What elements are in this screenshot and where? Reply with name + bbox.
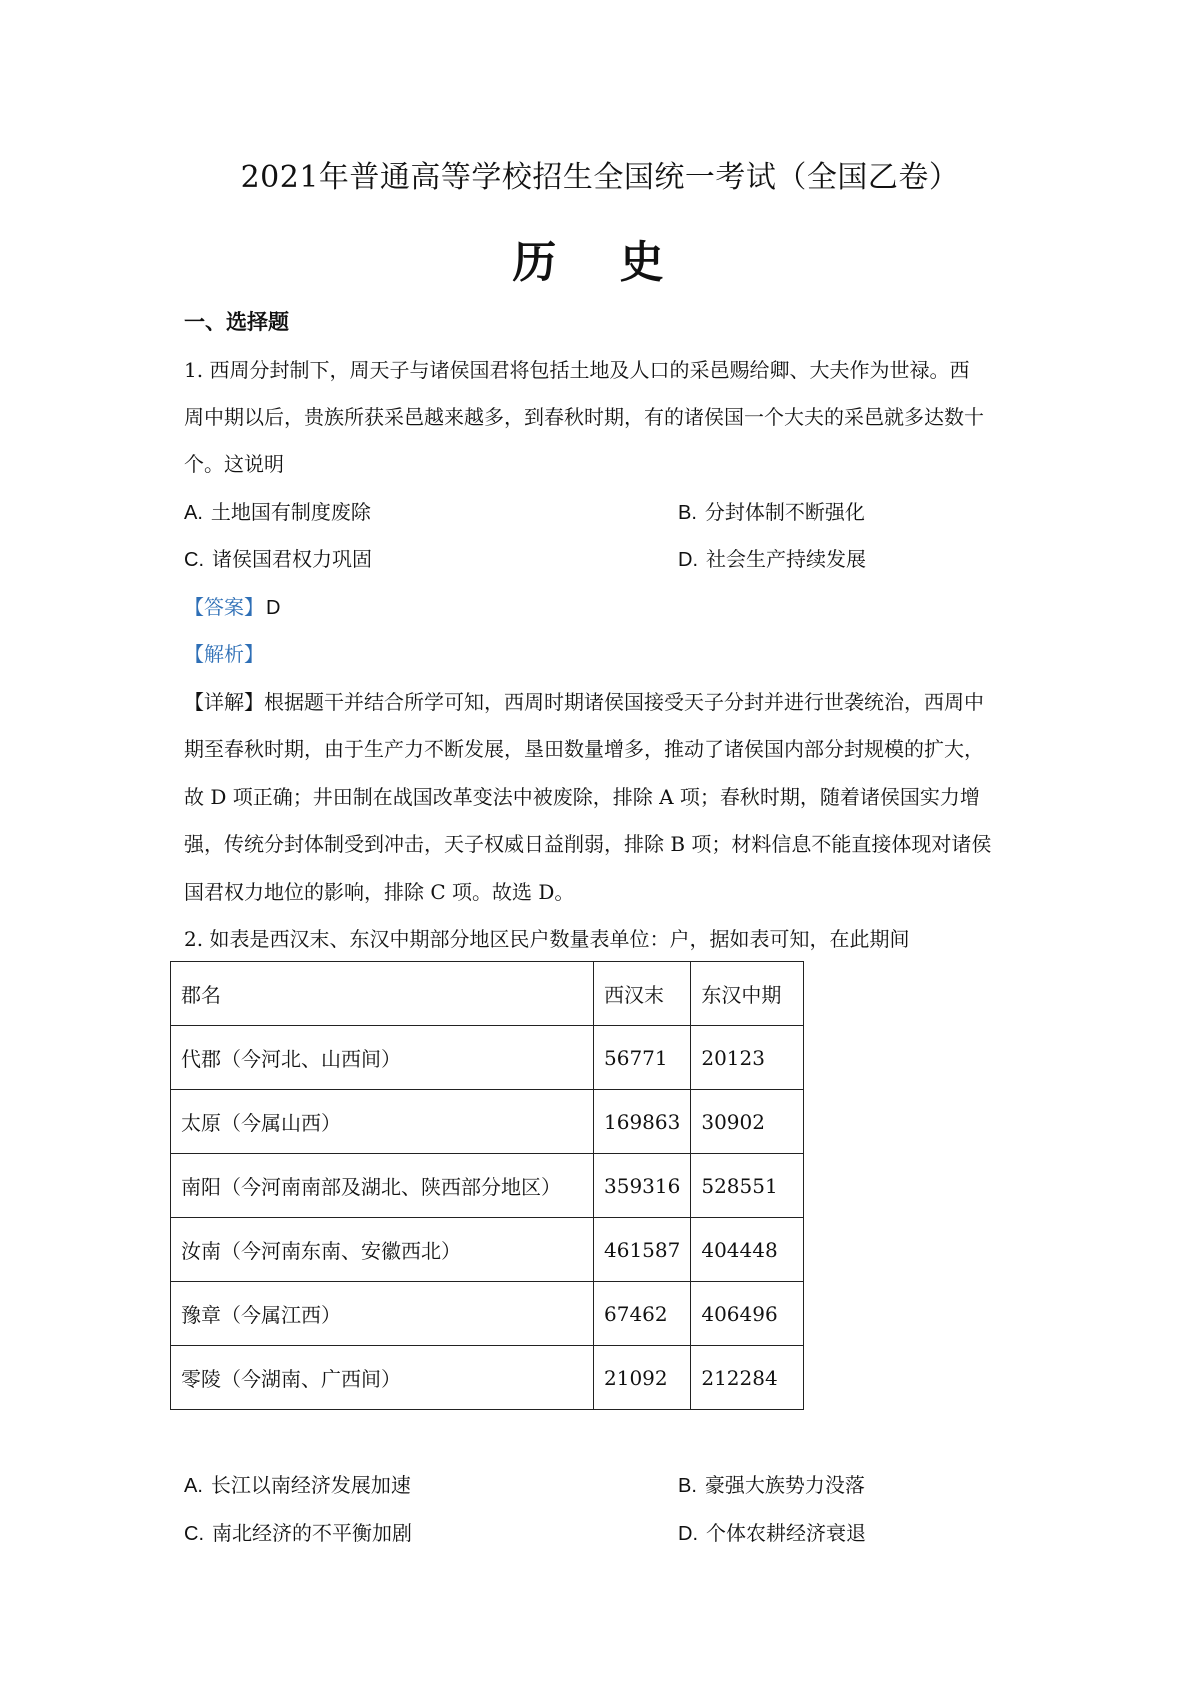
option-text: 豪强大族势力没落: [704, 1473, 865, 1497]
table-cell: 212284: [691, 1346, 804, 1410]
question1-detail-line: 期至春秋时期，由于生产力不断发展，垦田数量增多，推动了诸侯国内部分封规模的扩大，: [184, 737, 984, 761]
table-cell: 21092: [594, 1346, 691, 1410]
table-row: [171, 1346, 804, 1410]
option-letter: D.: [678, 1523, 698, 1545]
table-cell: 零陵（今湖南、广西间）: [171, 1346, 594, 1410]
analysis-label: 【解析】: [184, 642, 264, 666]
question1-detail-line: [184, 690, 984, 714]
question1-stem-line: 个。这说明: [184, 452, 284, 476]
option-text: 分封体制不断强化: [704, 500, 865, 524]
table-row: [171, 1154, 804, 1218]
option-text: 南北经济的不平衡加剧: [212, 1521, 412, 1545]
question2-option-b: [678, 1473, 865, 1498]
option-letter: C.: [184, 549, 204, 571]
table-cell: 南阳（今河南南部及湖北、陕西部分地区）: [171, 1154, 594, 1218]
question1-option-c: [184, 547, 372, 572]
table-header-cell: 西汉末: [594, 962, 691, 1026]
option-text: 个体农耕经济衰退: [706, 1521, 866, 1545]
option-letter: C.: [184, 1523, 204, 1545]
option-letter: A.: [184, 502, 203, 524]
question2-option-c: [184, 1521, 412, 1546]
table-cell: 太原（今属山西）: [171, 1090, 594, 1154]
table-cell: 30902: [691, 1090, 804, 1154]
table-cell: 汝南（今河南东南、安徽西北）: [171, 1218, 594, 1282]
detail-label: 【详解】: [184, 690, 264, 714]
question1-answer: [184, 595, 280, 620]
question1-stem-line: 周中期以后，贵族所获采邑越来越多，到春秋时期，有的诸侯国一个大夫的采邑就多达数十: [184, 405, 984, 429]
table-cell: 528551: [691, 1154, 804, 1218]
option-letter: B.: [678, 1475, 697, 1497]
option-text: 社会生产持续发展: [706, 547, 866, 571]
table-header-row: [171, 962, 804, 1026]
option-text: 诸侯国君权力巩固: [212, 547, 372, 571]
question2-stem: 2. 如表是西汉末、东汉中期部分地区民户数量表单位：户，据如表可知，在此期间: [184, 927, 910, 951]
option-letter: B.: [678, 502, 697, 524]
table-cell: 461587: [594, 1218, 691, 1282]
table-cell: 169863: [594, 1090, 691, 1154]
table-row: [171, 1090, 804, 1154]
table-header-cell: 东汉中期: [691, 962, 804, 1026]
subject-title: 历 史: [512, 237, 688, 288]
question2-option-a: [184, 1473, 411, 1498]
table-row: [171, 1218, 804, 1282]
table-cell: 豫章（今属江西）: [171, 1282, 594, 1346]
option-text: 长江以南经济发展加速: [210, 1473, 411, 1497]
option-letter: A.: [184, 1475, 203, 1497]
question1-option-b: [678, 500, 865, 525]
option-text: 土地国有制度废除: [210, 500, 371, 524]
table-cell: 67462: [594, 1282, 691, 1346]
table-row: [171, 1026, 804, 1090]
detail-text: 根据题干并结合所学可知，西周时期诸侯国接受天子分封并进行世袭统治，西周中: [264, 690, 984, 714]
households-table: [170, 961, 804, 1410]
answer-label: 【答案】: [184, 595, 264, 619]
table-cell: 代郡（今河北、山西间）: [171, 1026, 594, 1090]
question1-option-a: [184, 500, 371, 525]
table-cell: 56771: [594, 1026, 691, 1090]
table-row: [171, 1282, 804, 1346]
table-cell: 406496: [691, 1282, 804, 1346]
exam-title: 2021年普通高等学校招生全国统一考试（全国乙卷）: [240, 160, 960, 195]
table-cell: 20123: [691, 1026, 804, 1090]
table-cell: 404448: [691, 1218, 804, 1282]
question1-detail-line: 国君权力地位的影响，排除 C 项。故选 D。: [184, 880, 575, 904]
answer-value: D: [266, 597, 281, 619]
question1-detail-line: 故 D 项正确；井田制在战国改革变法中被废除，排除 A 项；春秋时期，随着诸侯国实力增: [184, 785, 980, 809]
question1-detail-line: 强，传统分封体制受到冲击，天子权威日益削弱，排除 B 项；材料信息不能直接体现对诸侯: [184, 832, 992, 856]
question1-stem-line: 1. 西周分封制下，周天子与诸侯国君将包括土地及人口的采邑赐给卿、大夫作为世禄。西: [184, 358, 970, 382]
question2-option-d: [678, 1521, 866, 1546]
table-header-cell: 郡名: [171, 962, 594, 1026]
table-cell: 359316: [594, 1154, 691, 1218]
question1-option-d: [678, 547, 866, 572]
option-letter: D.: [678, 549, 698, 571]
section-heading: 一、选择题: [184, 309, 289, 334]
